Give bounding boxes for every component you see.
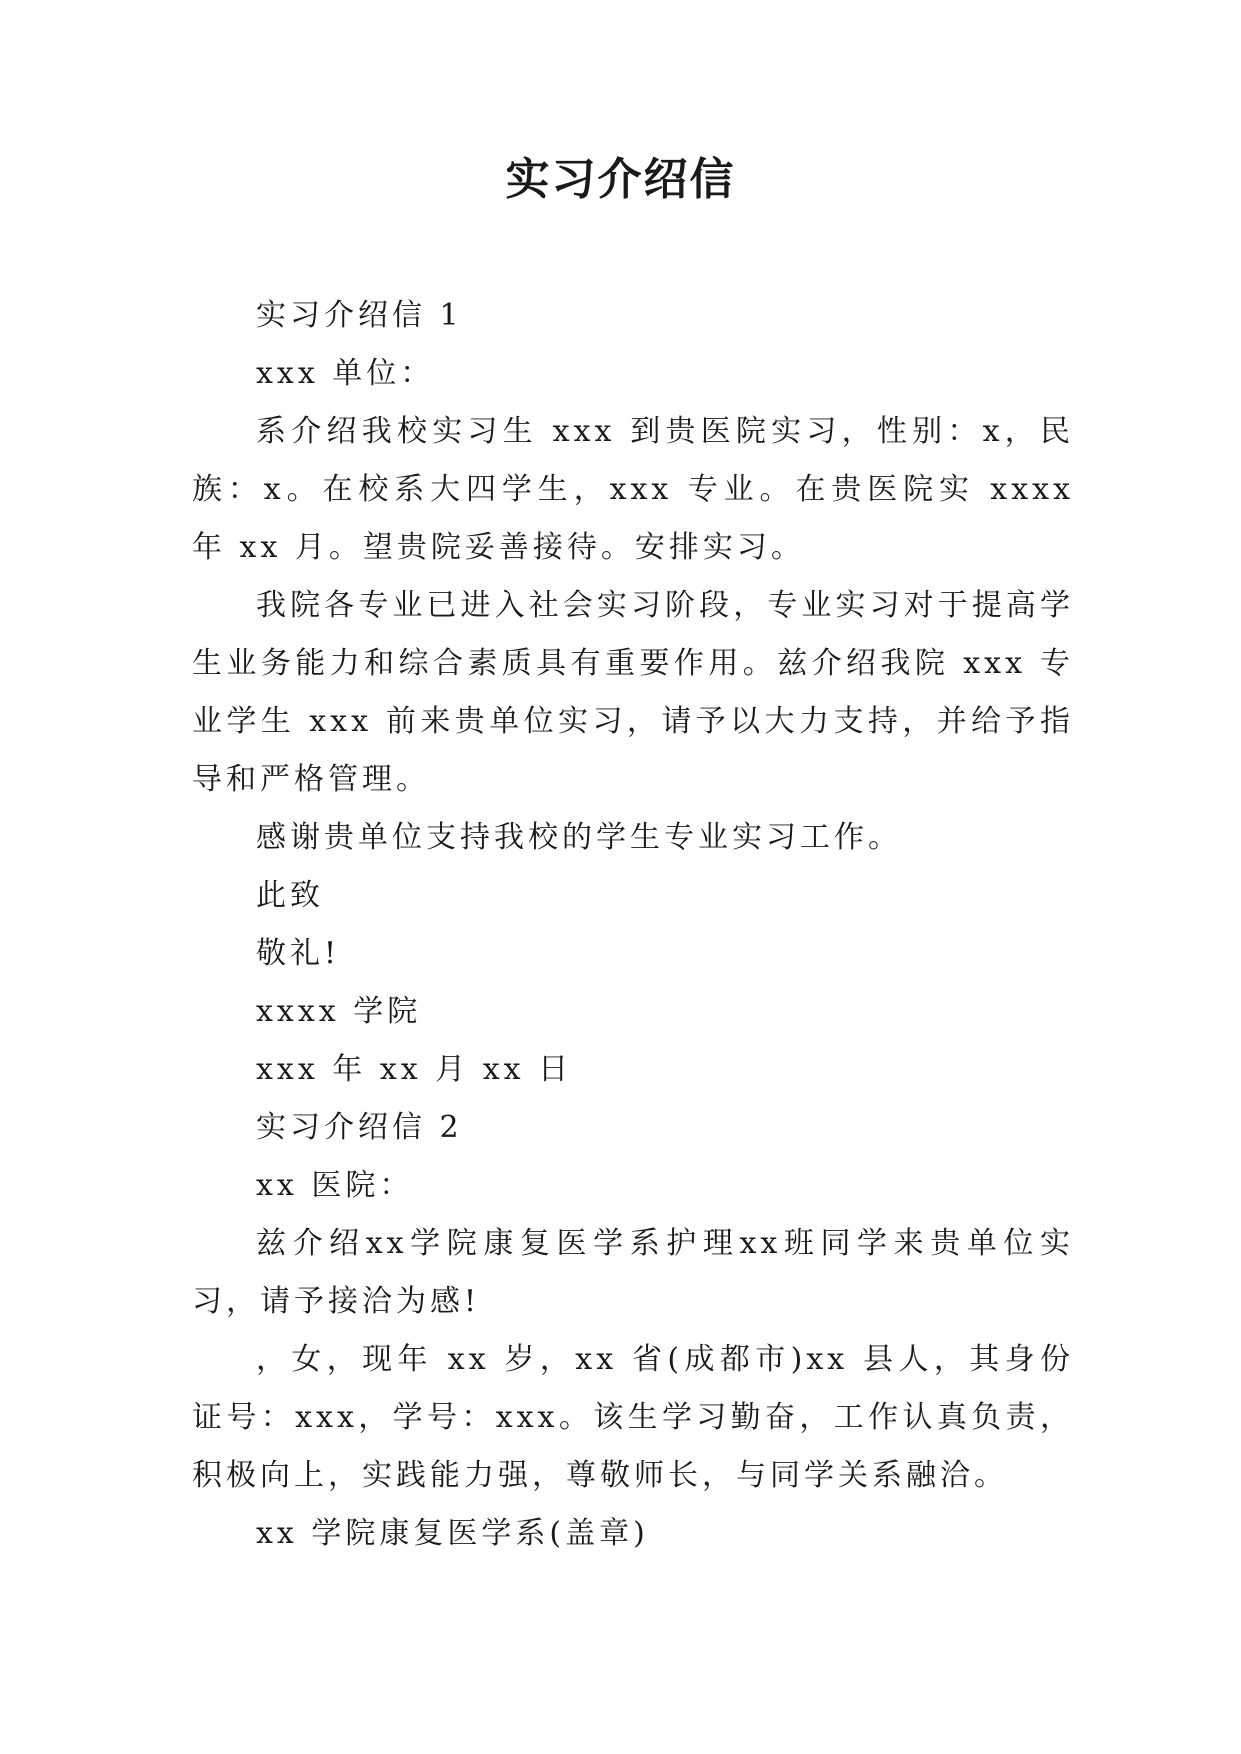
document-body bbox=[192, 287, 1074, 1563]
letter1-paragraph-intro: 系介绍我校实习生 xxx 到贵医院实习，性别：x，民族：x。在校系大四学生，xxx 专业。在贵医院实 xxxx 年 xx 月。望贵院妥善接待。安排实习。 bbox=[192, 414, 1074, 565]
letter2-signature: xx 学院康复医学系(盖章) bbox=[256, 1516, 649, 1551]
letter1-heading: 实习介绍信 1 bbox=[256, 298, 463, 333]
letter1-signature: xxxx 学院 bbox=[256, 994, 422, 1029]
letter2-recipient: xx 医院： bbox=[256, 1168, 414, 1203]
letter1-recipient: xxx 单位： bbox=[256, 356, 435, 391]
letter2-paragraph-student: ，女，现年 xx 岁，xx 省(成都市)xx 县人，其身份证号：xxx，学号：xxx。该生学习勤奋，工作认真负责，积极向上，实践能力强，尊敬师长，与同学关系融洽。 bbox=[192, 1342, 1074, 1493]
letter2-paragraph-intro: 兹介绍xx学院康复医学系护理xx班同学来贵单位实习，请予接洽为感! bbox=[192, 1226, 1074, 1319]
document-title: 实习介绍信 bbox=[505, 154, 736, 205]
letter1-paragraph-body: 我院各专业已进入社会实习阶段，专业实习对于提高学生业务能力和综合素质具有重要作用。兹介绍我院 xxx 专业学生 xxx 前来贵单位实习，请予以大力支持，并给予指导和严格管理。 bbox=[192, 588, 1074, 797]
letter1-paragraph-thanks: 感谢贵单位支持我校的学生专业实习工作。 bbox=[256, 820, 902, 855]
letter1-date: xxx 年 xx 月 xx 日 bbox=[256, 1052, 573, 1087]
letter2-heading: 实习介绍信 2 bbox=[256, 1110, 463, 1145]
letter1-closing: 此致 bbox=[256, 878, 324, 913]
letter1-salutation: 敬礼! bbox=[256, 936, 341, 971]
